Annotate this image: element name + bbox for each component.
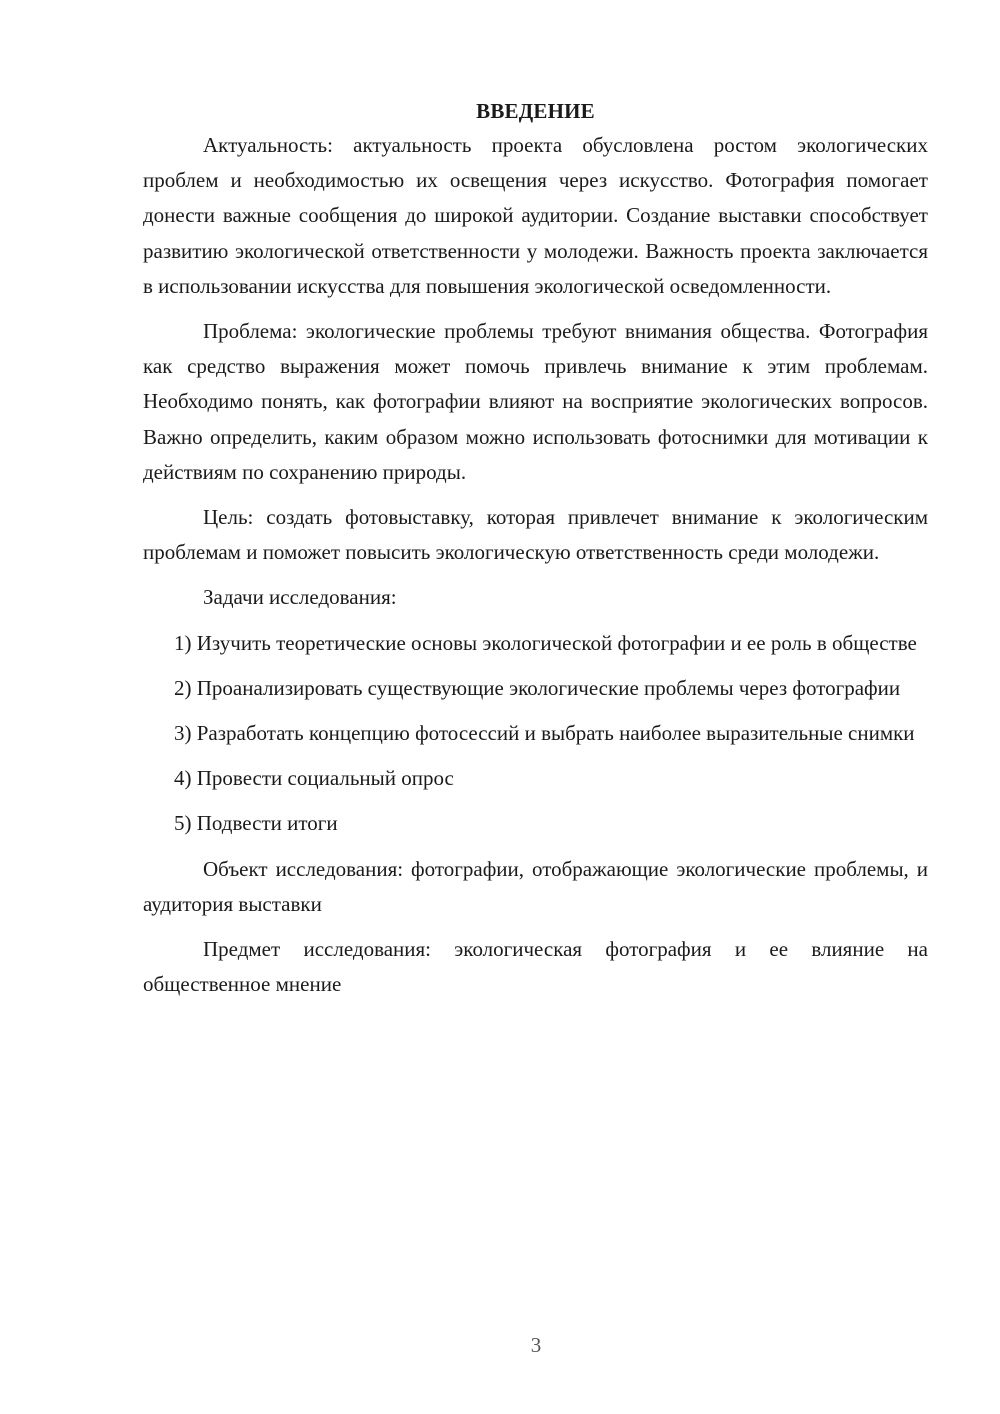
paragraph-problem: Проблема: экологические проблемы требуют внимания общества. Фотография как средство выражения может помочь привлечь внимание к этим проблемам. Необходимо понять, как фотографии влияют на восприятие экологических вопросов. Важно определить, каким образом можно использовать фотоснимки для мотивации к действиям по сохранению природы. (143, 319, 928, 484)
paragraph-object: Объект исследования: фотографии, отображающие экологические проблемы, и аудитория выставки (143, 856, 928, 916)
paragraph-subject: Предмет исследования: экологическая фотография и ее влияние на общественное мнение (143, 937, 928, 997)
task-item: 5) Подвести итоги (174, 811, 338, 836)
task-item: 3) Разработать концепцию фотосессий и выбрать наиболее выразительные снимки (174, 721, 915, 746)
document-title: ВВЕДЕНИЕ (476, 99, 595, 123)
task-item: 1) Изучить теоретические основы экологической фотографии и ее роль в обществе (174, 630, 917, 655)
document-page (143, 96, 928, 1012)
tasks-heading: Задачи исследования: (203, 585, 397, 610)
paragraph-relevance: Актуальность: актуальность проекта обусловлена ростом экологических проблем и необходимостью их освещения через искусство. Фотография помогает донести важные сообщения до широкой аудитории. Создание выставки способствует развитию экологической ответственности у молодежи. Важность проекта заключается в использовании искусства для повышения экологической осведомленности. (143, 133, 928, 298)
task-item: 2) Проанализировать существующие экологические проблемы через фотографии (174, 675, 901, 700)
page-number: 3 (530, 1333, 542, 1357)
paragraph-goal: Цель: создать фотовыставку, которая привлечет внимание к экологическим проблемам и поможет повысить экологическую ответственность среди молодежи. (143, 505, 928, 565)
task-item: 4) Провести социальный опрос (174, 766, 454, 791)
